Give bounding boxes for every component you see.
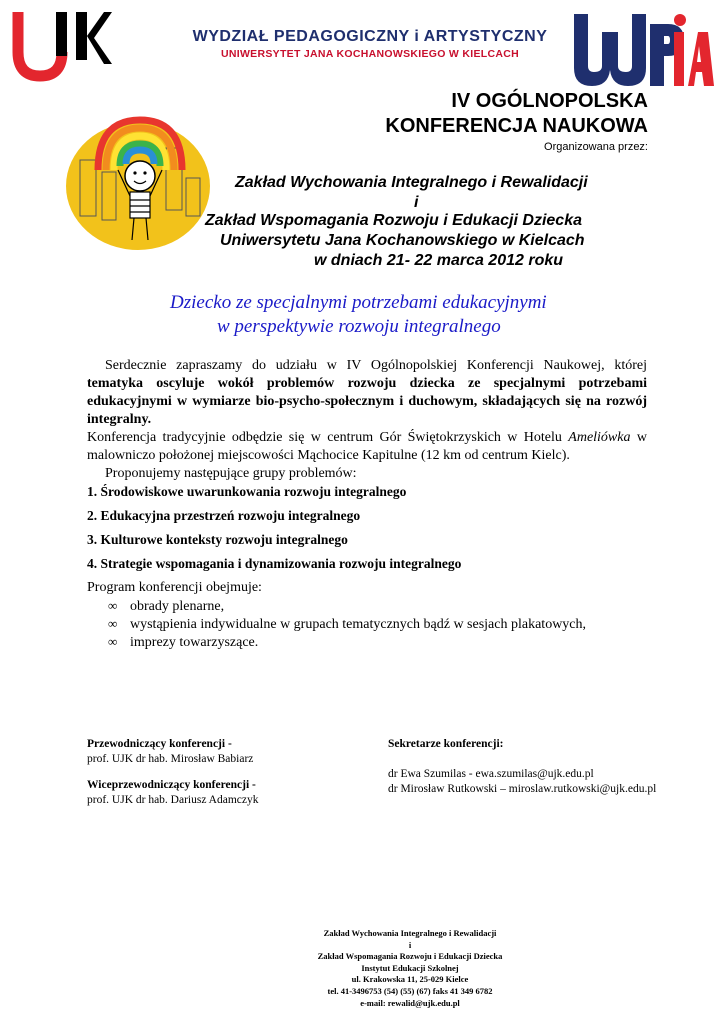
program-item: [108, 616, 586, 633]
conference-title-line1: IV OGÓLNOPOLSKA: [451, 90, 648, 112]
problem-group: 4. Strategie wspomagania i dynamizowania rozwoju integralnego: [87, 556, 462, 571]
program-item: [108, 634, 258, 651]
theme-line2: w perspektywie rozwoju integralnego: [217, 316, 501, 337]
program-label: Program konferencji obejmuje:: [87, 580, 262, 595]
problem-group: 1. Środowiskowe uwarunkowania rozwoju integralnego: [87, 484, 407, 499]
venue-paragraph: [87, 429, 647, 465]
invitation-topic: tematyka oscyluje wokół problemów rozwoju dziecka ze specjalnymi potrzebami edukacyjnymi w wymiarze bio-psycho-społecznym i duchowym, składających się na rozwój integralny.: [87, 376, 647, 427]
footer-line: tel. 41-3496753 (54) (55) (67) faks 41 349 6782: [327, 985, 493, 996]
footer-address: [200, 928, 620, 1009]
groups-intro: Proponujemy następujące grupy problemów:: [105, 466, 357, 481]
program-item: [108, 598, 224, 615]
child-rainbow-illustration: [62, 108, 210, 254]
vice-chair-label: Wiceprzewodniczący konferencji -: [87, 779, 256, 791]
theme-line1: Dziecko ze specjalnymi potrzebami edukacyjnymi: [170, 292, 547, 313]
conference-title-line2: KONFERENCJA NAUKOWA: [385, 115, 648, 137]
ujk-logo: [12, 8, 112, 82]
infinity-bullet-icon: ∞: [108, 616, 118, 631]
secretaries-block: [388, 737, 656, 797]
organized-by-label: Organizowana przez:: [544, 141, 648, 153]
organizer-conjunction: i: [414, 194, 419, 211]
problem-group: 2. Edukacyjna przestrzeń rozwoju integralnego: [87, 508, 361, 523]
chair-label: Przewodniczący konferencji -: [87, 738, 232, 750]
hotel-name: Ameliówka: [568, 430, 631, 445]
conference-date: w dniach 21- 22 marca 2012 roku: [314, 252, 564, 269]
footer-line: i: [408, 939, 412, 950]
footer-line: e-mail: rewalid@ujk.edu.pl: [360, 997, 460, 1008]
secretaries-label: Sekretarze konferencji:: [388, 738, 504, 750]
organizer-line1: Zakład Wychowania Integralnego i Rewalidacji: [235, 174, 588, 191]
faculty-name: WYDZIAŁ PEDAGOGICZNY i ARTYSTYCZNY: [192, 28, 548, 45]
venue-text-end: w malowniczo położonej miejscowości Mąchocice Kapitulne (12 km od centrum Kielc).: [87, 430, 647, 463]
vice-chair-block: [87, 778, 259, 808]
footer-line: Zakład Wychowania Integralnego i Rewalidacji: [323, 928, 497, 938]
secretary-entry: dr Ewa Szumilas - ewa.szumilas@ujk.edu.pl: [388, 768, 594, 780]
university-name: UNIWERSYTET JANA KOCHANOWSKIEGO W KIELCACH: [220, 48, 520, 60]
chair-name: prof. UJK dr hab. Mirosław Babiarz: [87, 753, 254, 765]
problem-group: 3. Kulturowe konteksty rozwoju integralnego: [87, 532, 348, 547]
program-item-text: wystąpienia indywidualne w grupach tematycznych bądź w sesjach plakatowych,: [130, 617, 587, 632]
chair-block: [87, 737, 253, 767]
program-item-text: obrady plenarne,: [130, 599, 225, 614]
infinity-bullet-icon: ∞: [108, 598, 118, 613]
program-item-text: imprezy towarzyszące.: [130, 635, 259, 650]
infinity-bullet-icon: ∞: [108, 634, 118, 649]
invitation-paragraph: [87, 357, 647, 429]
invitation-intro: Serdecznie zapraszamy do udziału w IV Ogólnopolskiej Konferencji Naukowej, której: [105, 358, 647, 373]
organizer-line3: Uniwersytetu Jana Kochanowskiego w Kielcach: [220, 232, 585, 249]
venue-text-start: Konferencja tradycyjnie odbędzie się w centrum Gór Świętokrzyskich w Hotelu: [87, 430, 569, 445]
footer-line: Instytut Edukacji Szkolnej: [361, 962, 459, 973]
footer-line: ul. Krakowska 11, 25-029 Kielce: [351, 974, 469, 985]
secretary-entry: dr Mirosław Rutkowski – miroslaw.rutkowski@ujk.edu.pl: [388, 783, 657, 795]
invitation-text: [87, 357, 647, 483]
footer-line: Zakład Wspomagania Rozwoju i Edukacji Dziecka: [317, 951, 503, 962]
organizer-line2: Zakład Wspomagania Rozwoju i Edukacji Dziecka: [205, 212, 582, 229]
vice-chair-name: prof. UJK dr hab. Dariusz Adamczyk: [87, 794, 259, 806]
wpia-logo: [572, 12, 714, 90]
